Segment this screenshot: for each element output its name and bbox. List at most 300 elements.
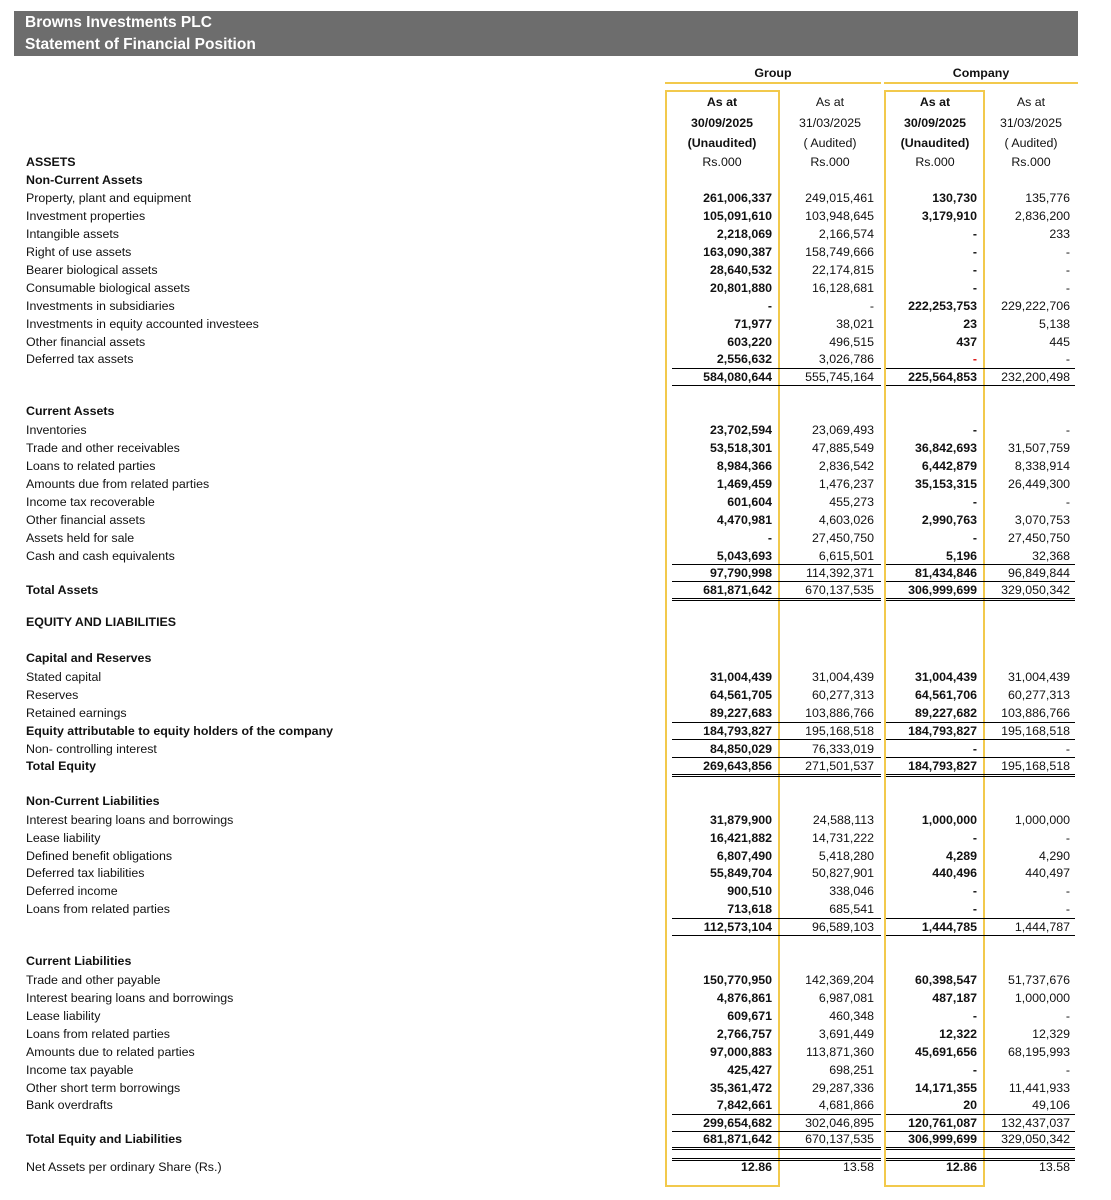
row-label: Loans from related parties (26, 1027, 170, 1041)
row-value-col-0: 84,850,029 (709, 742, 772, 756)
row-value-col-0: - (767, 299, 772, 313)
row-value-col-3: - (1065, 423, 1070, 437)
row-value-col-2: 222,253,753 (908, 299, 977, 313)
total-rule (672, 918, 779, 919)
total-rule (886, 722, 984, 723)
row-value-col-3: 27,450,750 (1007, 531, 1070, 545)
total-rule (779, 1147, 881, 1150)
row-value-col-1: 4,681,866 (818, 1098, 874, 1112)
row-value-col-0: 97,000,883 (709, 1045, 772, 1059)
total-rule (886, 1158, 984, 1161)
row-value-col-2: - (972, 263, 977, 277)
row-value-col-3: 1,000,000 (1014, 991, 1070, 1005)
row-value-col-3: 49,106 (1032, 1098, 1070, 1112)
row-label: Deferred tax liabilities (26, 866, 145, 880)
table-row (0, 564, 1111, 582)
table-row (0, 207, 1111, 225)
row-label: Current Liabilities (26, 954, 132, 968)
col-2-header-l2: 30/09/2025 (903, 116, 966, 130)
row-value-col-1: 670,137,535 (805, 583, 874, 597)
row-value-col-0: 269,643,856 (703, 759, 772, 773)
table-row (0, 350, 1111, 368)
total-rule (779, 757, 881, 758)
row-value-col-3: - (1065, 902, 1070, 916)
row-value-col-0: 31,879,900 (709, 813, 772, 827)
row-value-col-0: 55,849,704 (709, 866, 772, 880)
row-value-col-2: 184,793,827 (908, 724, 977, 738)
table-row (0, 153, 1111, 171)
row-value-col-3: 2,836,200 (1014, 209, 1070, 223)
row-value-col-3: - (1065, 281, 1070, 295)
total-rule (886, 385, 984, 386)
row-value-col-2: 306,999,699 (908, 1132, 977, 1146)
row-label: Retained earnings (26, 706, 127, 720)
row-value-col-0: 184,793,827 (703, 724, 772, 738)
row-value-col-3: 132,437,037 (1001, 1116, 1070, 1130)
total-rule (672, 739, 779, 740)
row-value-col-2: 225,564,853 (908, 370, 977, 384)
total-rule (779, 739, 881, 740)
row-value-col-1: 4,603,026 (818, 513, 874, 527)
row-label: Lease liability (26, 831, 101, 845)
row-value-col-1: 96,589,103 (811, 920, 874, 934)
total-rule (672, 581, 779, 582)
row-value-col-3: 445 (1049, 335, 1070, 349)
row-label: Assets held for sale (26, 531, 135, 545)
row-value-col-1: - (869, 299, 874, 313)
row-value-col-2: - (972, 831, 977, 845)
table-row (0, 649, 1111, 667)
total-rule (779, 1114, 881, 1115)
total-rule (886, 918, 984, 919)
table-row (0, 722, 1111, 740)
row-value-col-3: 26,449,300 (1007, 477, 1070, 491)
row-value-col-0: 20,801,880 (709, 281, 772, 295)
row-value-col-0: 681,871,642 (703, 583, 772, 597)
row-value-col-1: 6,615,501 (818, 549, 874, 563)
row-label: Capital and Reserves (26, 651, 152, 665)
row-value-col-1: 2,836,542 (818, 459, 874, 473)
row-value-col-2: 20 (963, 1098, 977, 1112)
total-rule (984, 774, 1075, 777)
total-rule (886, 935, 984, 936)
row-label: Equity attributable to equity holders of the company (26, 724, 334, 738)
group-heading: Group (665, 66, 881, 84)
row-value-col-2: 440,496 (932, 866, 977, 880)
row-value-col-0: 4,876,861 (716, 991, 772, 1005)
row-label: Non-Current Liabilities (26, 794, 160, 808)
row-value-col-2: 35,153,315 (914, 477, 977, 491)
total-rule (984, 1147, 1075, 1150)
row-value-col-1: 555,745,164 (805, 370, 874, 384)
table-row (0, 668, 1111, 686)
col-1-header-l1: As at (815, 95, 845, 109)
table-row (0, 421, 1111, 439)
row-label: Total Assets (26, 583, 99, 597)
table-row (0, 1025, 1111, 1043)
table-row (0, 297, 1111, 315)
total-rule (672, 368, 779, 369)
row-value-col-2: 1,000,000 (921, 813, 977, 827)
row-value-col-3: 135,776 (1025, 191, 1070, 205)
total-rule (779, 1131, 881, 1132)
table-row (0, 279, 1111, 297)
total-rule (886, 757, 984, 758)
total-rule (672, 598, 779, 601)
row-value-col-1: 23,069,493 (811, 423, 874, 437)
total-rule (984, 564, 1075, 565)
row-value-col-3: 233 (1049, 227, 1070, 241)
row-value-col-1: 47,885,549 (811, 441, 874, 455)
row-value-col-1: 1,476,237 (818, 477, 874, 491)
table-row (0, 511, 1111, 529)
table-row (0, 613, 1111, 631)
row-label: ASSETS (26, 155, 76, 169)
total-rule (886, 368, 984, 369)
total-rule (672, 1114, 779, 1115)
row-value-col-1: 496,515 (829, 335, 874, 349)
row-value-col-0: 5,043,693 (716, 549, 772, 563)
row-value-col-1: 22,174,815 (811, 263, 874, 277)
total-rule (672, 1147, 779, 1150)
table-row (0, 315, 1111, 333)
row-value-col-0: 4,470,981 (716, 513, 772, 527)
total-rule (886, 1147, 984, 1150)
row-value-col-2: 89,227,682 (914, 706, 977, 720)
row-value-col-1: 76,333,019 (811, 742, 874, 756)
table-row (0, 171, 1111, 189)
total-rule (886, 564, 984, 565)
company-heading: Company (884, 66, 1078, 84)
row-value-col-2: - (972, 352, 977, 366)
row-label: Reserves (26, 688, 79, 702)
table-row (0, 918, 1111, 936)
table-row (0, 368, 1111, 386)
row-value-col-0: 97,790,998 (709, 566, 772, 580)
row-value-col-0: 163,090,387 (703, 245, 772, 259)
row-label: Loans to related parties (26, 459, 156, 473)
row-value-col-0: 425,427 (727, 1063, 772, 1077)
row-label: Amounts due from related parties (26, 477, 210, 491)
row-label: Current Assets (26, 404, 115, 418)
row-value-col-2: 6,442,879 (921, 459, 977, 473)
row-value-col-3: 3,070,753 (1014, 513, 1070, 527)
row-value-col-2: 120,761,087 (908, 1116, 977, 1130)
total-rule (984, 757, 1075, 758)
row-value-col-1: 142,369,204 (805, 973, 874, 987)
row-label: Income tax recoverable (26, 495, 155, 509)
col-1-header-l3: ( Audited) (803, 136, 857, 150)
table-row (0, 971, 1111, 989)
row-value-col-2: - (972, 423, 977, 437)
total-rule (779, 935, 881, 936)
row-value-col-3: - (1065, 742, 1070, 756)
row-value-col-2: 14,171,355 (914, 1081, 977, 1095)
row-value-col-3: - (1065, 495, 1070, 509)
row-label: Lease liability (26, 1009, 101, 1023)
row-label: Interest bearing loans and borrowings (26, 813, 234, 827)
row-value-col-2: 2,990,763 (921, 513, 977, 527)
row-value-col-3: 440,497 (1025, 866, 1070, 880)
row-value-col-0: 89,227,683 (709, 706, 772, 720)
col-2-header-l3: (Unaudited) (900, 136, 970, 150)
total-rule (672, 774, 779, 777)
table-row (0, 864, 1111, 882)
total-rule (886, 1114, 984, 1115)
row-label: Consumable biological assets (26, 281, 190, 295)
table-row (0, 811, 1111, 829)
row-value-col-0: 584,080,644 (703, 370, 772, 384)
row-value-col-1: 195,168,518 (805, 724, 874, 738)
total-rule (886, 581, 984, 582)
row-value-col-1: 16,128,681 (811, 281, 874, 295)
col-3-header-l4: Rs.000 (1011, 155, 1051, 169)
total-rule (779, 564, 881, 565)
col-3-header-l1: As at (1016, 95, 1046, 109)
total-rule (984, 1114, 1075, 1115)
statement-title: Statement of Financial Position (25, 36, 256, 53)
row-label: Bearer biological assets (26, 263, 158, 277)
table-row (0, 547, 1111, 565)
row-value-col-0: 1,469,459 (716, 477, 772, 491)
row-label: Deferred income (26, 884, 118, 898)
row-value-col-2: - (972, 245, 977, 259)
row-label: Other financial assets (26, 335, 146, 349)
table-row (0, 1061, 1111, 1079)
table-row (0, 847, 1111, 865)
row-label: Non-Current Assets (26, 173, 143, 187)
row-value-col-0: 23,702,594 (709, 423, 772, 437)
row-value-col-1: 31,004,439 (811, 670, 874, 684)
row-label: Deferred tax assets (26, 352, 134, 366)
table-row (0, 225, 1111, 243)
row-label: Bank overdrafts (26, 1098, 113, 1112)
row-value-col-3: 103,886,766 (1001, 706, 1070, 720)
table-row (0, 333, 1111, 351)
row-value-col-1: 27,450,750 (811, 531, 874, 545)
row-value-col-3: 11,441,933 (1008, 1081, 1070, 1095)
row-value-col-2: 12,322 (939, 1027, 977, 1041)
table-row (0, 740, 1111, 758)
total-rule (886, 598, 984, 601)
row-label: Total Equity (26, 759, 96, 773)
row-value-col-1: 158,749,666 (805, 245, 874, 259)
total-rule (886, 1131, 984, 1132)
row-value-col-2: - (972, 1009, 977, 1023)
col-2-header-l1: As at (919, 95, 951, 109)
row-label: Other short term borrowings (26, 1081, 181, 1095)
total-rule (984, 722, 1075, 723)
row-value-col-0: 71,977 (734, 317, 772, 331)
table-row (0, 1079, 1111, 1097)
row-value-col-3: - (1065, 352, 1070, 366)
row-value-col-2: - (972, 884, 977, 898)
row-value-col-2: - (972, 227, 977, 241)
row-value-col-1: 3,691,449 (818, 1027, 874, 1041)
row-value-col-0: 112,573,104 (703, 920, 772, 934)
row-value-col-3: 60,277,313 (1007, 688, 1070, 702)
row-value-col-2: - (972, 531, 977, 545)
row-label: EQUITY AND LIABILITIES (26, 615, 177, 629)
row-value-col-0: 261,006,337 (703, 191, 772, 205)
table-row (0, 829, 1111, 847)
row-value-col-0: 12.86 (740, 1160, 772, 1174)
row-value-col-0: 150,770,950 (703, 973, 772, 987)
col-1-header-l4: Rs.000 (810, 155, 850, 169)
table-row (0, 529, 1111, 547)
row-value-col-1: 685,541 (829, 902, 874, 916)
table-row (0, 1096, 1111, 1114)
row-value-col-0: 64,561,705 (709, 688, 772, 702)
total-rule (886, 739, 984, 740)
row-value-col-2: 306,999,699 (908, 583, 977, 597)
row-value-col-1: 103,886,766 (805, 706, 874, 720)
total-rule (779, 1158, 881, 1161)
table-row (0, 989, 1111, 1007)
row-value-col-3: 195,168,518 (1001, 724, 1070, 738)
row-value-col-0: 35,361,472 (709, 1081, 772, 1095)
row-value-col-2: 36,842,693 (914, 441, 977, 455)
row-value-col-1: 113,871,360 (806, 1045, 874, 1059)
total-rule (984, 581, 1075, 582)
row-value-col-2: 31,004,439 (914, 670, 977, 684)
col-3-header-l3: ( Audited) (1004, 136, 1058, 150)
total-rule (672, 564, 779, 565)
row-value-col-3: 51,737,676 (1007, 973, 1070, 987)
table-row (0, 757, 1111, 775)
row-value-col-1: 698,251 (829, 1063, 874, 1077)
row-value-col-3: - (1065, 1063, 1070, 1077)
row-value-col-1: 670,137,535 (805, 1132, 874, 1146)
total-rule (779, 722, 881, 723)
row-value-col-2: 3,179,910 (921, 209, 977, 223)
row-value-col-1: 302,046,895 (805, 1116, 874, 1130)
row-label: Right of use assets (26, 245, 132, 259)
row-label: Loans from related parties (26, 902, 170, 916)
total-rule (779, 598, 881, 601)
total-rule (672, 935, 779, 936)
col-0-header-l2: 30/09/2025 (690, 116, 753, 130)
row-value-col-0: 53,518,301 (709, 441, 772, 455)
table-row (0, 900, 1111, 918)
row-value-col-0: 900,510 (727, 884, 772, 898)
row-value-col-3: 229,222,706 (1001, 299, 1070, 313)
table-row (0, 439, 1111, 457)
total-rule (886, 774, 984, 777)
row-label: Trade and other payable (26, 973, 161, 987)
table-row (0, 1130, 1111, 1148)
row-value-col-0: 6,807,490 (716, 849, 772, 863)
row-value-col-2: - (972, 495, 977, 509)
table-row (0, 686, 1111, 704)
row-value-col-3: 31,004,439 (1007, 670, 1070, 684)
row-value-col-3: 96,849,844 (1007, 566, 1070, 580)
col-0-header-l3: (Unaudited) (687, 136, 757, 150)
row-value-col-3: 329,050,342 (1001, 1132, 1070, 1146)
row-label: Cash and cash equivalents (26, 549, 175, 563)
row-value-col-1: 3,026,786 (818, 352, 874, 366)
col-3-header-l2: 31/03/2025 (999, 116, 1062, 130)
row-label: Other financial assets (26, 513, 146, 527)
table-row (0, 261, 1111, 279)
row-value-col-1: 249,015,461 (805, 191, 874, 205)
row-value-col-2: 12.86 (945, 1160, 977, 1174)
row-value-col-0: 28,640,532 (709, 263, 772, 277)
row-value-col-3: 8,338,914 (1014, 459, 1070, 473)
row-value-col-0: 105,091,610 (703, 209, 772, 223)
table-row (0, 952, 1111, 970)
row-value-col-2: 487,187 (932, 991, 977, 1005)
row-value-col-3: 68,195,993 (1007, 1045, 1070, 1059)
col-2-header-l4: Rs.000 (915, 155, 955, 169)
total-rule (779, 774, 881, 777)
row-value-col-2: 23 (963, 317, 977, 331)
total-rule (984, 368, 1075, 369)
row-label: Investment properties (26, 209, 146, 223)
table-row (0, 882, 1111, 900)
table-row (0, 1007, 1111, 1025)
row-value-col-1: 460,348 (829, 1009, 874, 1023)
row-value-col-3: 13.58 (1038, 1160, 1070, 1174)
row-value-col-0: 713,618 (727, 902, 772, 916)
total-rule (984, 1158, 1075, 1161)
row-value-col-3: 12,329 (1032, 1027, 1070, 1041)
row-value-col-3: - (1065, 884, 1070, 898)
total-rule (779, 918, 881, 919)
row-value-col-2: 60,398,547 (914, 973, 977, 987)
row-value-col-1: 114,392,371 (806, 566, 874, 580)
table-row (0, 493, 1111, 511)
row-label: Inventories (26, 423, 87, 437)
row-value-col-1: 2,166,574 (818, 227, 874, 241)
row-value-col-2: - (972, 1063, 977, 1077)
row-value-col-2: 130,730 (932, 191, 977, 205)
row-value-col-1: 24,588,113 (812, 813, 874, 827)
row-label: Trade and other receivables (26, 441, 180, 455)
total-rule (779, 368, 881, 369)
table-row (0, 1043, 1111, 1061)
row-value-col-0: - (767, 531, 772, 545)
row-value-col-2: - (972, 742, 977, 756)
row-value-col-0: 601,604 (727, 495, 772, 509)
row-value-col-2: 184,793,827 (908, 759, 977, 773)
company-name: Browns Investments PLC (25, 14, 212, 31)
total-rule (779, 581, 881, 582)
row-value-col-1: 103,948,645 (805, 209, 874, 223)
total-rule (672, 757, 779, 758)
table-row (0, 402, 1111, 420)
row-label: Defined benefit obligations (26, 849, 173, 863)
row-label: Non- controlling interest (26, 742, 157, 756)
col-1-header-l2: 31/03/2025 (798, 116, 861, 130)
row-label: Investments in subsidiaries (26, 299, 175, 313)
table-row (0, 457, 1111, 475)
row-value-col-0: 609,671 (727, 1009, 772, 1023)
row-value-col-2: 81,434,846 (914, 566, 977, 580)
total-rule (672, 1158, 779, 1161)
row-value-col-1: 6,987,081 (818, 991, 874, 1005)
total-rule (672, 722, 779, 723)
row-value-col-0: 603,220 (727, 335, 772, 349)
row-value-col-1: 338,046 (829, 884, 874, 898)
row-value-col-3: 4,290 (1038, 849, 1070, 863)
row-value-col-0: 16,421,882 (709, 831, 772, 845)
row-value-col-2: 1,444,785 (921, 920, 977, 934)
table-row (0, 581, 1111, 599)
row-value-col-0: 8,984,366 (716, 459, 772, 473)
table-row (0, 475, 1111, 493)
row-value-col-1: 5,418,280 (818, 849, 874, 863)
